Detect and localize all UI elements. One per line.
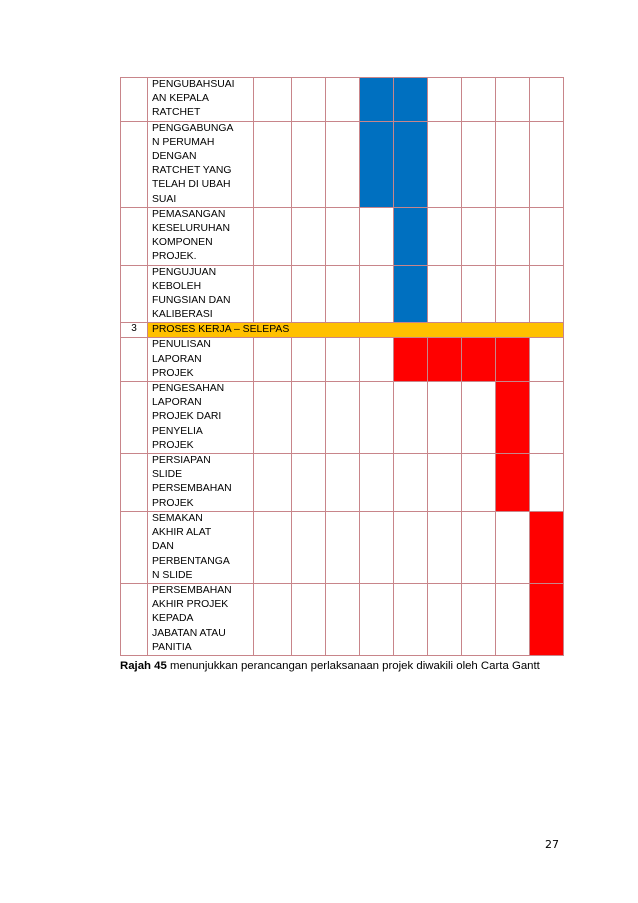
gantt-cell-empty [326,78,360,122]
gantt-cell-empty [496,583,530,655]
gantt-bar-red [530,583,564,655]
phase-label: PROSES KERJA – SELEPAS [148,323,564,338]
gantt-cell-empty [496,511,530,583]
row-number-cell [121,207,148,265]
gantt-bar-red [462,338,496,382]
gantt-cell-empty [326,583,360,655]
gantt-cell-empty [462,207,496,265]
row-number-cell [121,454,148,512]
gantt-cell-empty [462,78,496,122]
gantt-cell-empty [496,265,530,323]
gantt-cell-empty [326,207,360,265]
task-name-cell [148,583,254,655]
row-number-cell [121,265,148,323]
gantt-cell-empty [292,338,326,382]
gantt-cell-empty [292,583,326,655]
task-name-cell [148,78,254,122]
gantt-chart-table [120,77,564,656]
gantt-cell-empty [530,338,564,382]
task-name-cell [148,454,254,512]
gantt-cell-empty [428,382,462,454]
gantt-cell-empty [292,265,326,323]
gantt-cell-empty [360,265,394,323]
task-name-cell [148,338,254,382]
gantt-cell-empty [360,454,394,512]
task-name-cell [148,511,254,583]
task-row [121,382,564,454]
caption-figure-label: Rajah 45 [120,660,167,672]
gantt-bar-blue [394,265,428,323]
gantt-cell-empty [394,583,428,655]
gantt-cell-empty [530,382,564,454]
gantt-cell-empty [462,454,496,512]
task-label: PENULISAN LAPORAN PROJEK [152,339,211,379]
gantt-cell-empty [462,382,496,454]
gantt-bar-red [428,338,462,382]
gantt-cell-empty [496,121,530,207]
gantt-cell-empty [254,454,292,512]
gantt-cell-empty [326,338,360,382]
task-label: SEMAKAN AKHIR ALAT DAN PERBENTANGA N SLIDE [152,512,230,581]
task-label: PERSIAPAN SLIDE PERSEMBAHAN PROJEK [152,455,232,509]
task-label: PENGGABUNGA N PERUMAH DENGAN RATCHET YANG TELAH DI UBAH SUAI [152,122,234,205]
gantt-cell-empty [292,454,326,512]
gantt-cell-empty [530,454,564,512]
gantt-cell-empty [254,382,292,454]
row-number-cell [121,78,148,122]
task-row [121,121,564,207]
gantt-cell-empty [326,265,360,323]
gantt-cell-empty [360,338,394,382]
gantt-cell-empty [496,78,530,122]
gantt-cell-empty [428,207,462,265]
row-number-cell [121,338,148,382]
gantt-cell-empty [428,265,462,323]
task-row [121,511,564,583]
task-label: PENGUBAHSUAI AN KEPALA RATCHET [152,79,235,119]
task-row [121,583,564,655]
row-number-cell [121,121,148,207]
gantt-cell-empty [462,583,496,655]
gantt-cell-empty [496,207,530,265]
gantt-cell-empty [292,207,326,265]
gantt-cell-empty [254,583,292,655]
task-name-cell [148,382,254,454]
gantt-cell-empty [326,382,360,454]
phase-number: 3 [121,323,148,338]
gantt-cell-empty [394,382,428,454]
task-label: PENGESAHAN LAPORAN PROJEK DARI PENYELIA PROJEK [152,383,225,451]
gantt-cell-empty [254,121,292,207]
gantt-cell-empty [394,511,428,583]
task-label: PERSEMBAHAN AKHIR PROJEK KEPADA JABATAN ATAU PANITIA [152,584,232,653]
task-name-cell [148,265,254,323]
gantt-cell-empty [360,207,394,265]
gantt-bar-blue [394,207,428,265]
gantt-cell-empty [530,265,564,323]
page-number: 27 [545,838,559,851]
gantt-bar-blue [394,78,428,122]
gantt-cell-empty [428,78,462,122]
task-row [121,454,564,512]
gantt-cell-empty [254,78,292,122]
row-number-cell [121,583,148,655]
gantt-cell-empty [326,454,360,512]
gantt-cell-empty [462,265,496,323]
gantt-cell-empty [292,511,326,583]
gantt-cell-empty [254,338,292,382]
gantt-cell-empty [360,511,394,583]
task-row [121,338,564,382]
caption-text: menunjukkan perancangan perlaksanaan projek diwakili oleh Carta Gantt [166,660,540,672]
gantt-cell-empty [462,511,496,583]
gantt-cell-empty [254,207,292,265]
gantt-bar-blue [394,121,428,207]
gantt-cell-empty [530,207,564,265]
gantt-cell-empty [428,121,462,207]
gantt-cell-empty [530,78,564,122]
gantt-cell-empty [326,511,360,583]
gantt-bar-red [496,454,530,512]
figure-caption [120,660,540,672]
gantt-cell-empty [254,265,292,323]
gantt-bar-blue [360,121,394,207]
gantt-cell-empty [292,78,326,122]
gantt-cell-empty [428,583,462,655]
gantt-cell-empty [428,511,462,583]
task-label: PENGUJUAN KEBOLEH FUNGSIAN DAN KALIBERASI [152,266,231,321]
row-number-cell [121,511,148,583]
task-name-cell [148,121,254,207]
gantt-cell-empty [326,121,360,207]
gantt-cell-empty [530,121,564,207]
task-name-cell [148,207,254,265]
gantt-bar-red [394,338,428,382]
gantt-cell-empty [428,454,462,512]
gantt-bar-red [496,338,530,382]
gantt-cell-empty [292,382,326,454]
task-row [121,265,564,323]
phase-row [121,323,564,338]
row-number-cell [121,382,148,454]
gantt-cell-empty [360,583,394,655]
gantt-cell-empty [394,454,428,512]
gantt-cell-empty [360,382,394,454]
task-row [121,207,564,265]
task-label: PEMASANGAN KESELURUHAN KOMPONEN PROJEK. [152,208,230,263]
gantt-bar-red [530,511,564,583]
gantt-bar-red [496,382,530,454]
task-row [121,78,564,122]
gantt-cell-empty [292,121,326,207]
gantt-cell-empty [254,511,292,583]
gantt-bar-blue [360,78,394,122]
gantt-cell-empty [462,121,496,207]
